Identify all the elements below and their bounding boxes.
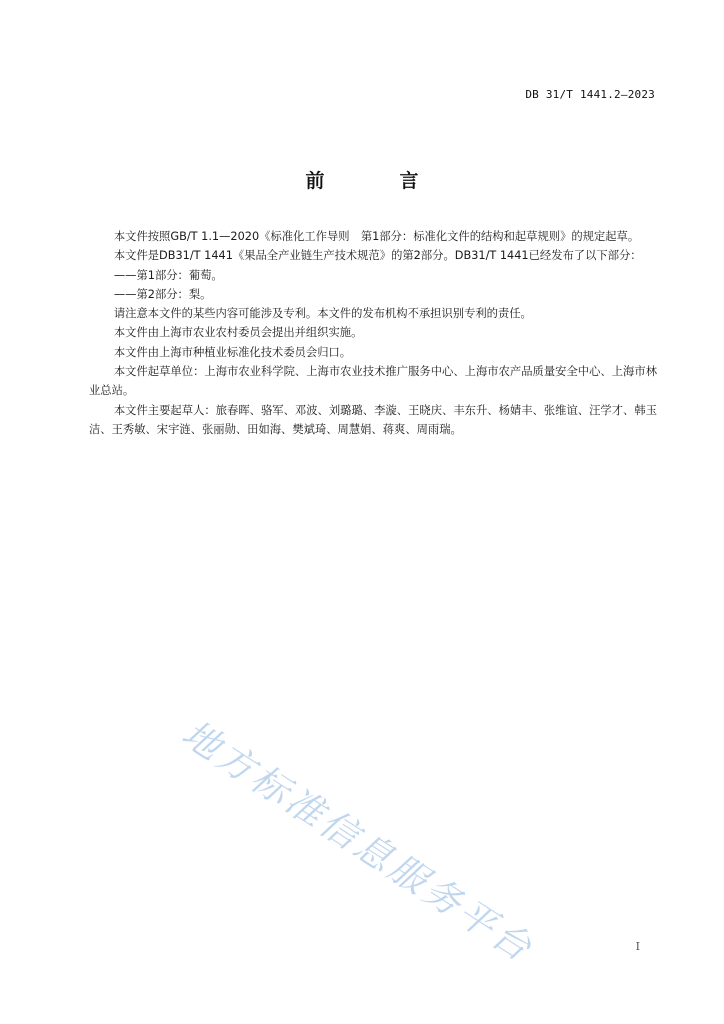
paragraph-drafting-units: 本文件起草单位：上海市农业科学院、上海市农业技术推广服务中心、上海市农产品质量安全中心、上海市林业总站。 [89,365,657,398]
paragraph-part-2: ——第2部分：梨。 [113,287,212,301]
paragraph-drafters: 本文件主要起草人：旅春晖、骆军、邓波、刘璐璐、李漩、王晓庆、丰东升、杨婧丰、张维谊、汪学才、韩玉洁、王秀敏、宋宇涟、张丽勋、田如海、樊斌琦、周慧娟、蒋爽、周雨瑞。 [89,403,657,436]
paragraph-series-parts: 本文件是DB31/T 1441《果品全产业链生产技术规范》的第2部分。DB31/T 1441已经发布了以下部分： [113,249,642,263]
paragraph-patent-notice: 请注意本文件的某些内容可能涉及专利。本文件的发布机构不承担识别专利的责任。 [113,307,532,321]
watermark: 地方标准信息服务平台 [174,711,542,972]
paragraph-drafting-rules: 本文件按照GB/T 1.1—2020《标准化工作导则 第1部分：标准化文件的结构和起草规则》的规定起草。 [113,230,640,243]
paragraph-part-1: ——第1部分：葡萄。 [113,268,223,282]
paragraph-committee: 本文件由上海市种植业标准化技术委员会归口。 [113,345,352,359]
document-code: DB 31/T 1441.2—2023 [525,88,655,101]
paragraph-proposer: 本文件由上海市农业农村委员会提出并组织实施。 [113,326,363,340]
page-title: 前 言 [305,170,447,192]
preface-body [89,227,657,439]
page-number: I [635,940,640,953]
